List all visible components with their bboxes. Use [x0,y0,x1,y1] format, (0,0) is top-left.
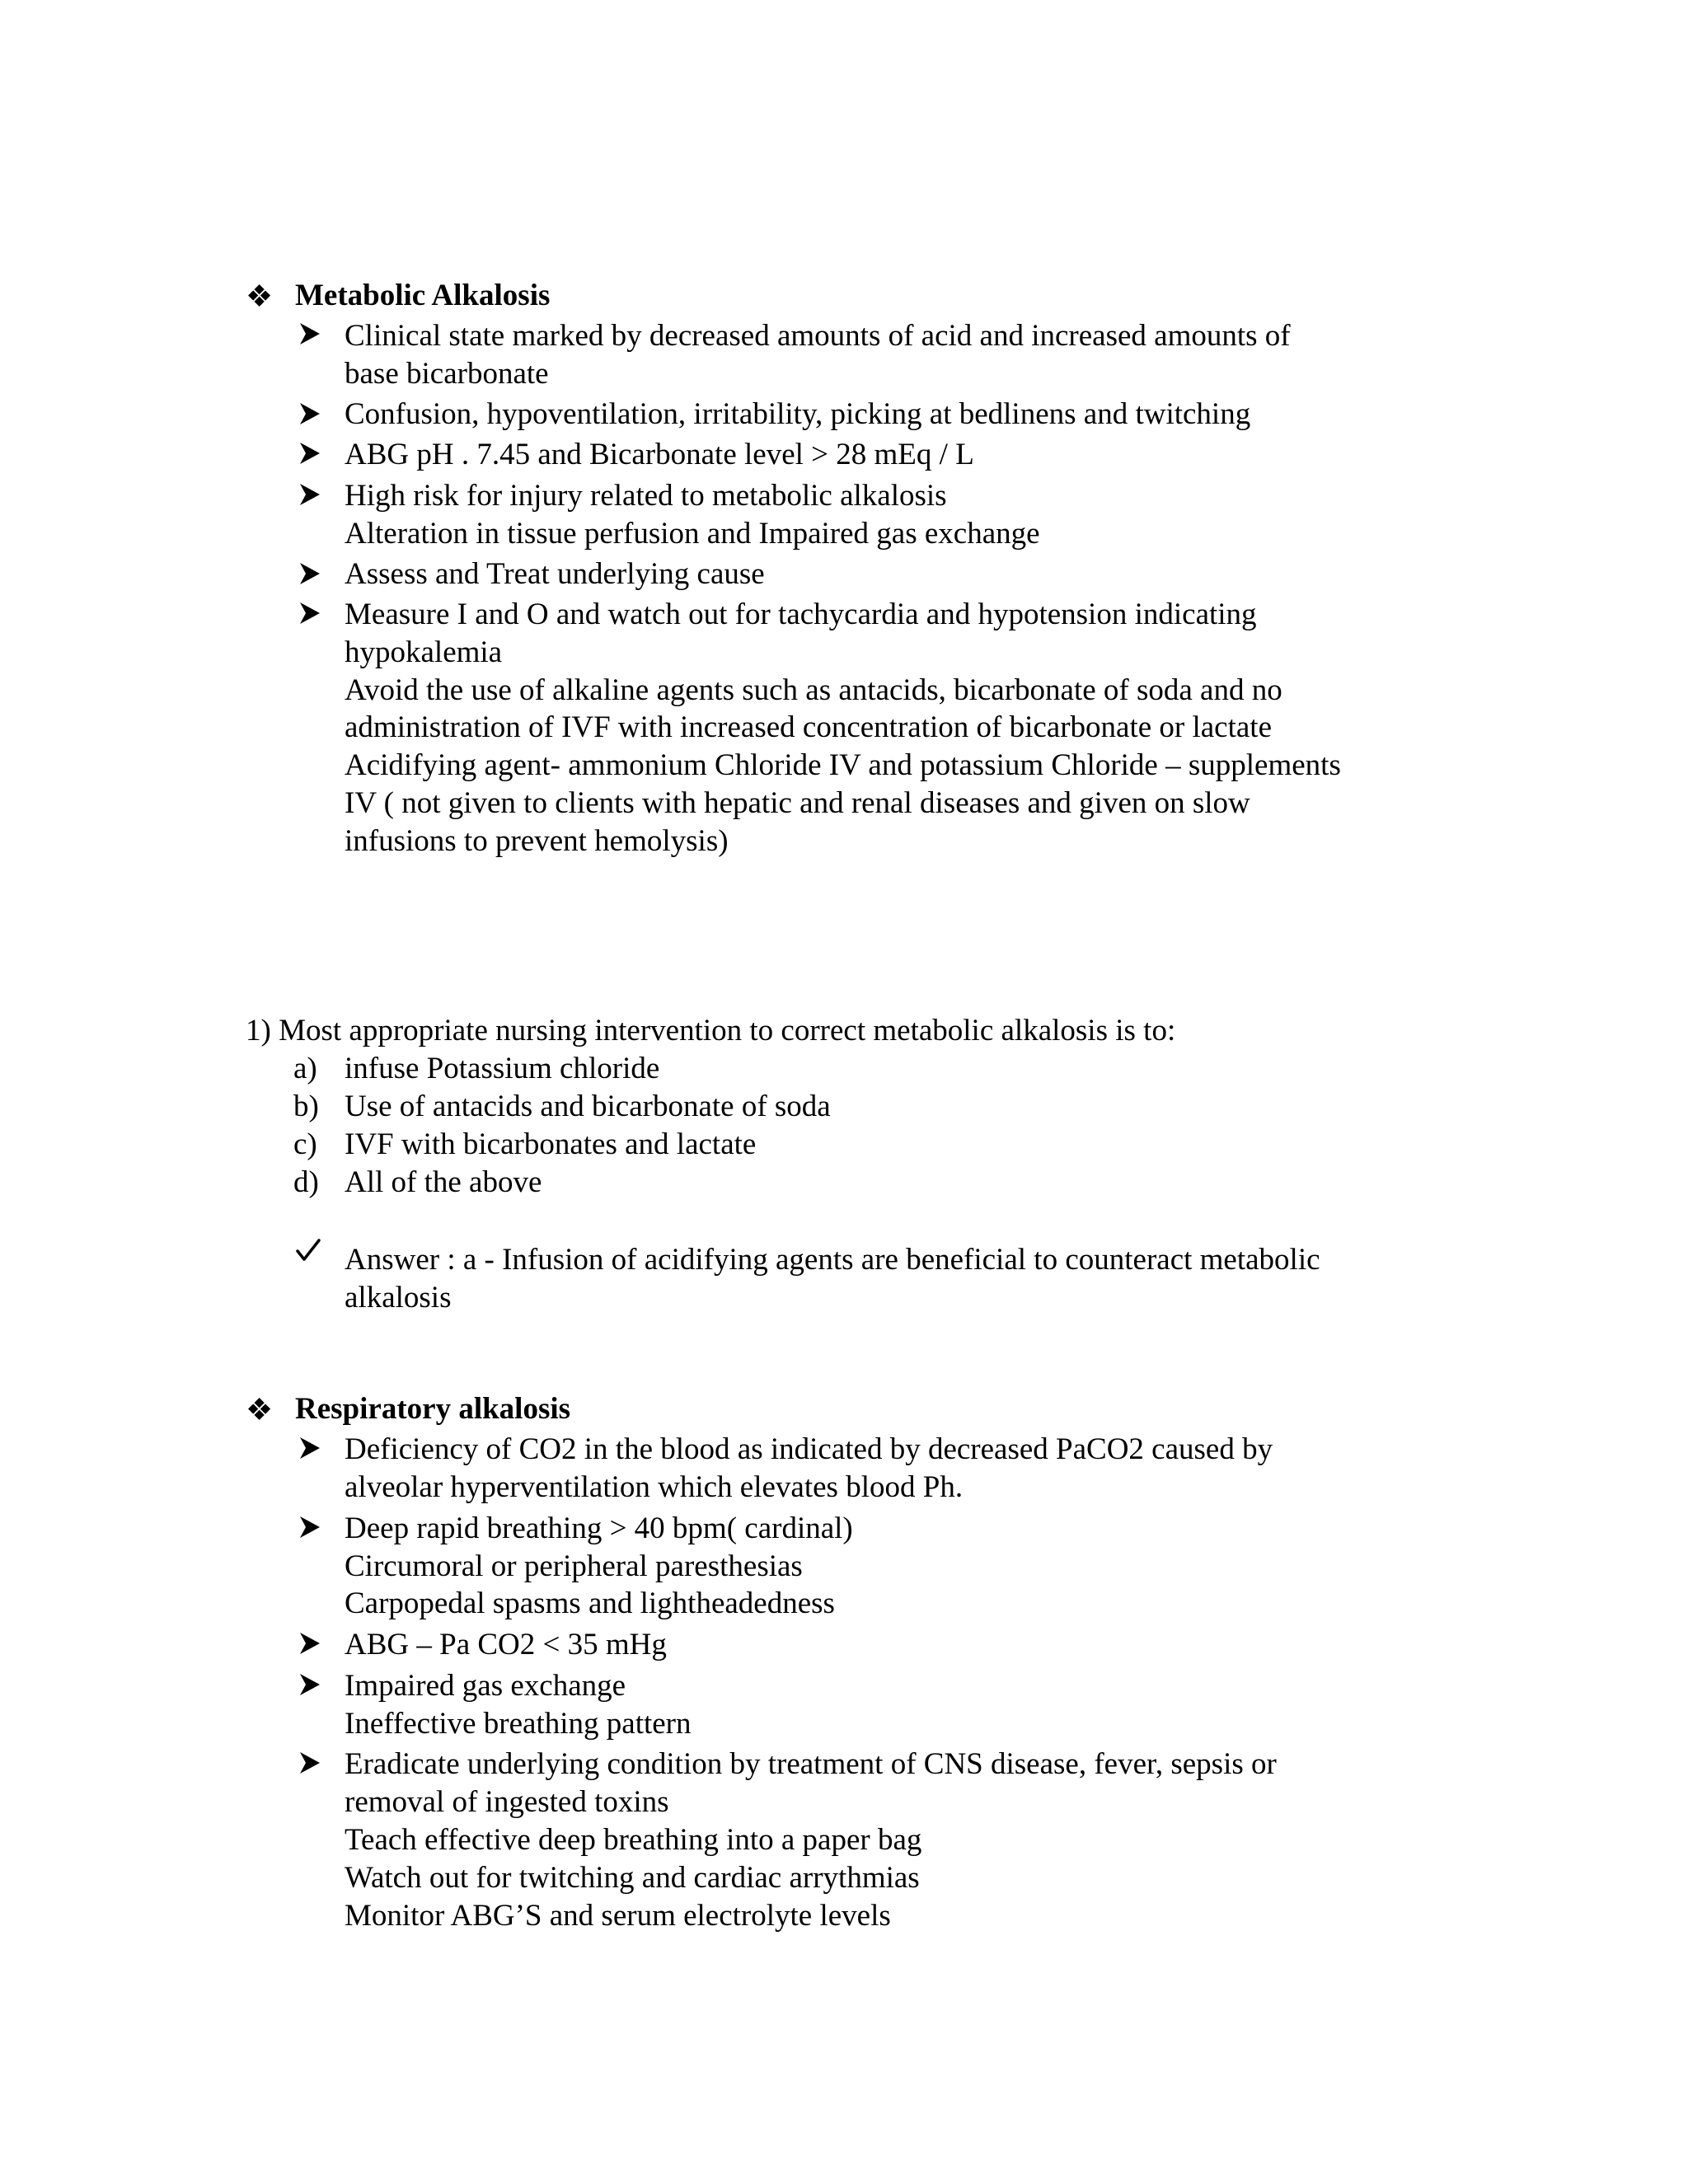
bullet-line: Teach effective deep breathing into a paper bag [345,1823,922,1857]
bullet-line: removal of ingested toxins [345,1785,669,1819]
bullet-line: Deep rapid breathing > 40 bpm( cardinal) [345,1511,853,1545]
bullet-line: Assess and Treat underlying cause [345,557,765,591]
bullet-line: Measure I and O and watch out for tachycardia and hypotension indicating [345,598,1257,631]
bullet-line: Circumoral or peripheral paresthesias [345,1549,803,1583]
diamond-bullet-icon: ❖ [246,280,274,314]
arrow-bullet-icon [298,1631,321,1656]
arrow-bullet-icon [298,1750,321,1775]
question-prompt: 1) Most appropriate nursing intervention to correct metabolic alkalosis is to: [246,1014,1176,1047]
bullet-line: Carpopedal spasms and lightheadedness [345,1586,835,1620]
arrow-bullet-icon [298,561,321,586]
bullet-line: administration of IVF with increased concentration of bicarbonate or lactate [345,710,1272,744]
arrow-bullet-icon [298,441,321,466]
bullet-line: Acidifying agent- ammonium Chloride IV and potassium Chloride – supplements [345,748,1341,782]
bullet-line: base bicarbonate [345,357,549,391]
answer-line: alkalosis [345,1281,452,1315]
bullet-line: alveolar hyperventilation which elevates blood Ph. [345,1470,964,1504]
bullet-line: ABG – Pa CO2 < 35 mHg [345,1628,667,1661]
diamond-bullet-icon: ❖ [246,1394,274,1427]
bullet-line: Clinical state marked by decreased amounts of acid and increased amounts of [345,319,1291,353]
bullet-line: hypokalemia [345,635,503,669]
arrow-bullet-icon [298,1436,321,1460]
bullet-line: Impaired gas exchange [345,1669,626,1703]
checkmark-icon [295,1238,321,1263]
arrow-bullet-icon [298,1515,321,1540]
option-letter: a) [293,1052,317,1085]
bullet-line: Alteration in tissue perfusion and Impaired gas exchange [345,517,1040,551]
option-letter: b) [293,1090,319,1123]
bullet-line: Avoid the use of alkaline agents such as antacids, bicarbonate of soda and no [345,673,1282,707]
option-text: All of the above [345,1165,542,1199]
arrow-bullet-icon [298,1672,321,1697]
option-text: Use of antacids and bicarbonate of soda [345,1090,831,1123]
bullet-line: High risk for injury related to metabolic alkalosis [345,479,947,513]
bullet-line: Eradicate underlying condition by treatment of CNS disease, fever, sepsis or [345,1747,1277,1781]
bullet-line: IV ( not given to clients with hepatic and renal diseases and given on slow [345,786,1250,820]
section-heading: Metabolic Alkalosis [295,279,551,312]
option-letter: c) [293,1127,317,1161]
bullet-line: Confusion, hypoventilation, irritability, picking at bedlinens and twitching [345,397,1251,431]
bullet-line: Monitor ABG’S and serum electrolyte levels [345,1899,891,1933]
option-text: IVF with bicarbonates and lactate [345,1127,757,1161]
arrow-bullet-icon [298,401,321,426]
option-letter: d) [293,1165,319,1199]
option-text: infuse Potassium chloride [345,1052,660,1085]
bullet-line: ABG pH . 7.45 and Bicarbonate level > 28 mEq / L [345,438,974,471]
bullet-line: infusions to prevent hemolysis) [345,824,729,858]
arrow-bullet-icon [298,321,321,346]
bullet-line: Ineffective breathing pattern [345,1707,692,1741]
section-heading: Respiratory alkalosis [295,1392,571,1426]
arrow-bullet-icon [298,601,321,626]
bullet-line: Watch out for twitching and cardiac arrythmias [345,1861,920,1895]
answer-line: Answer : a - Infusion of acidifying agents are beneficial to counteract metabolic [345,1243,1320,1277]
arrow-bullet-icon [298,482,321,507]
bullet-line: Deficiency of CO2 in the blood as indicated by decreased PaCO2 caused by [345,1432,1273,1466]
